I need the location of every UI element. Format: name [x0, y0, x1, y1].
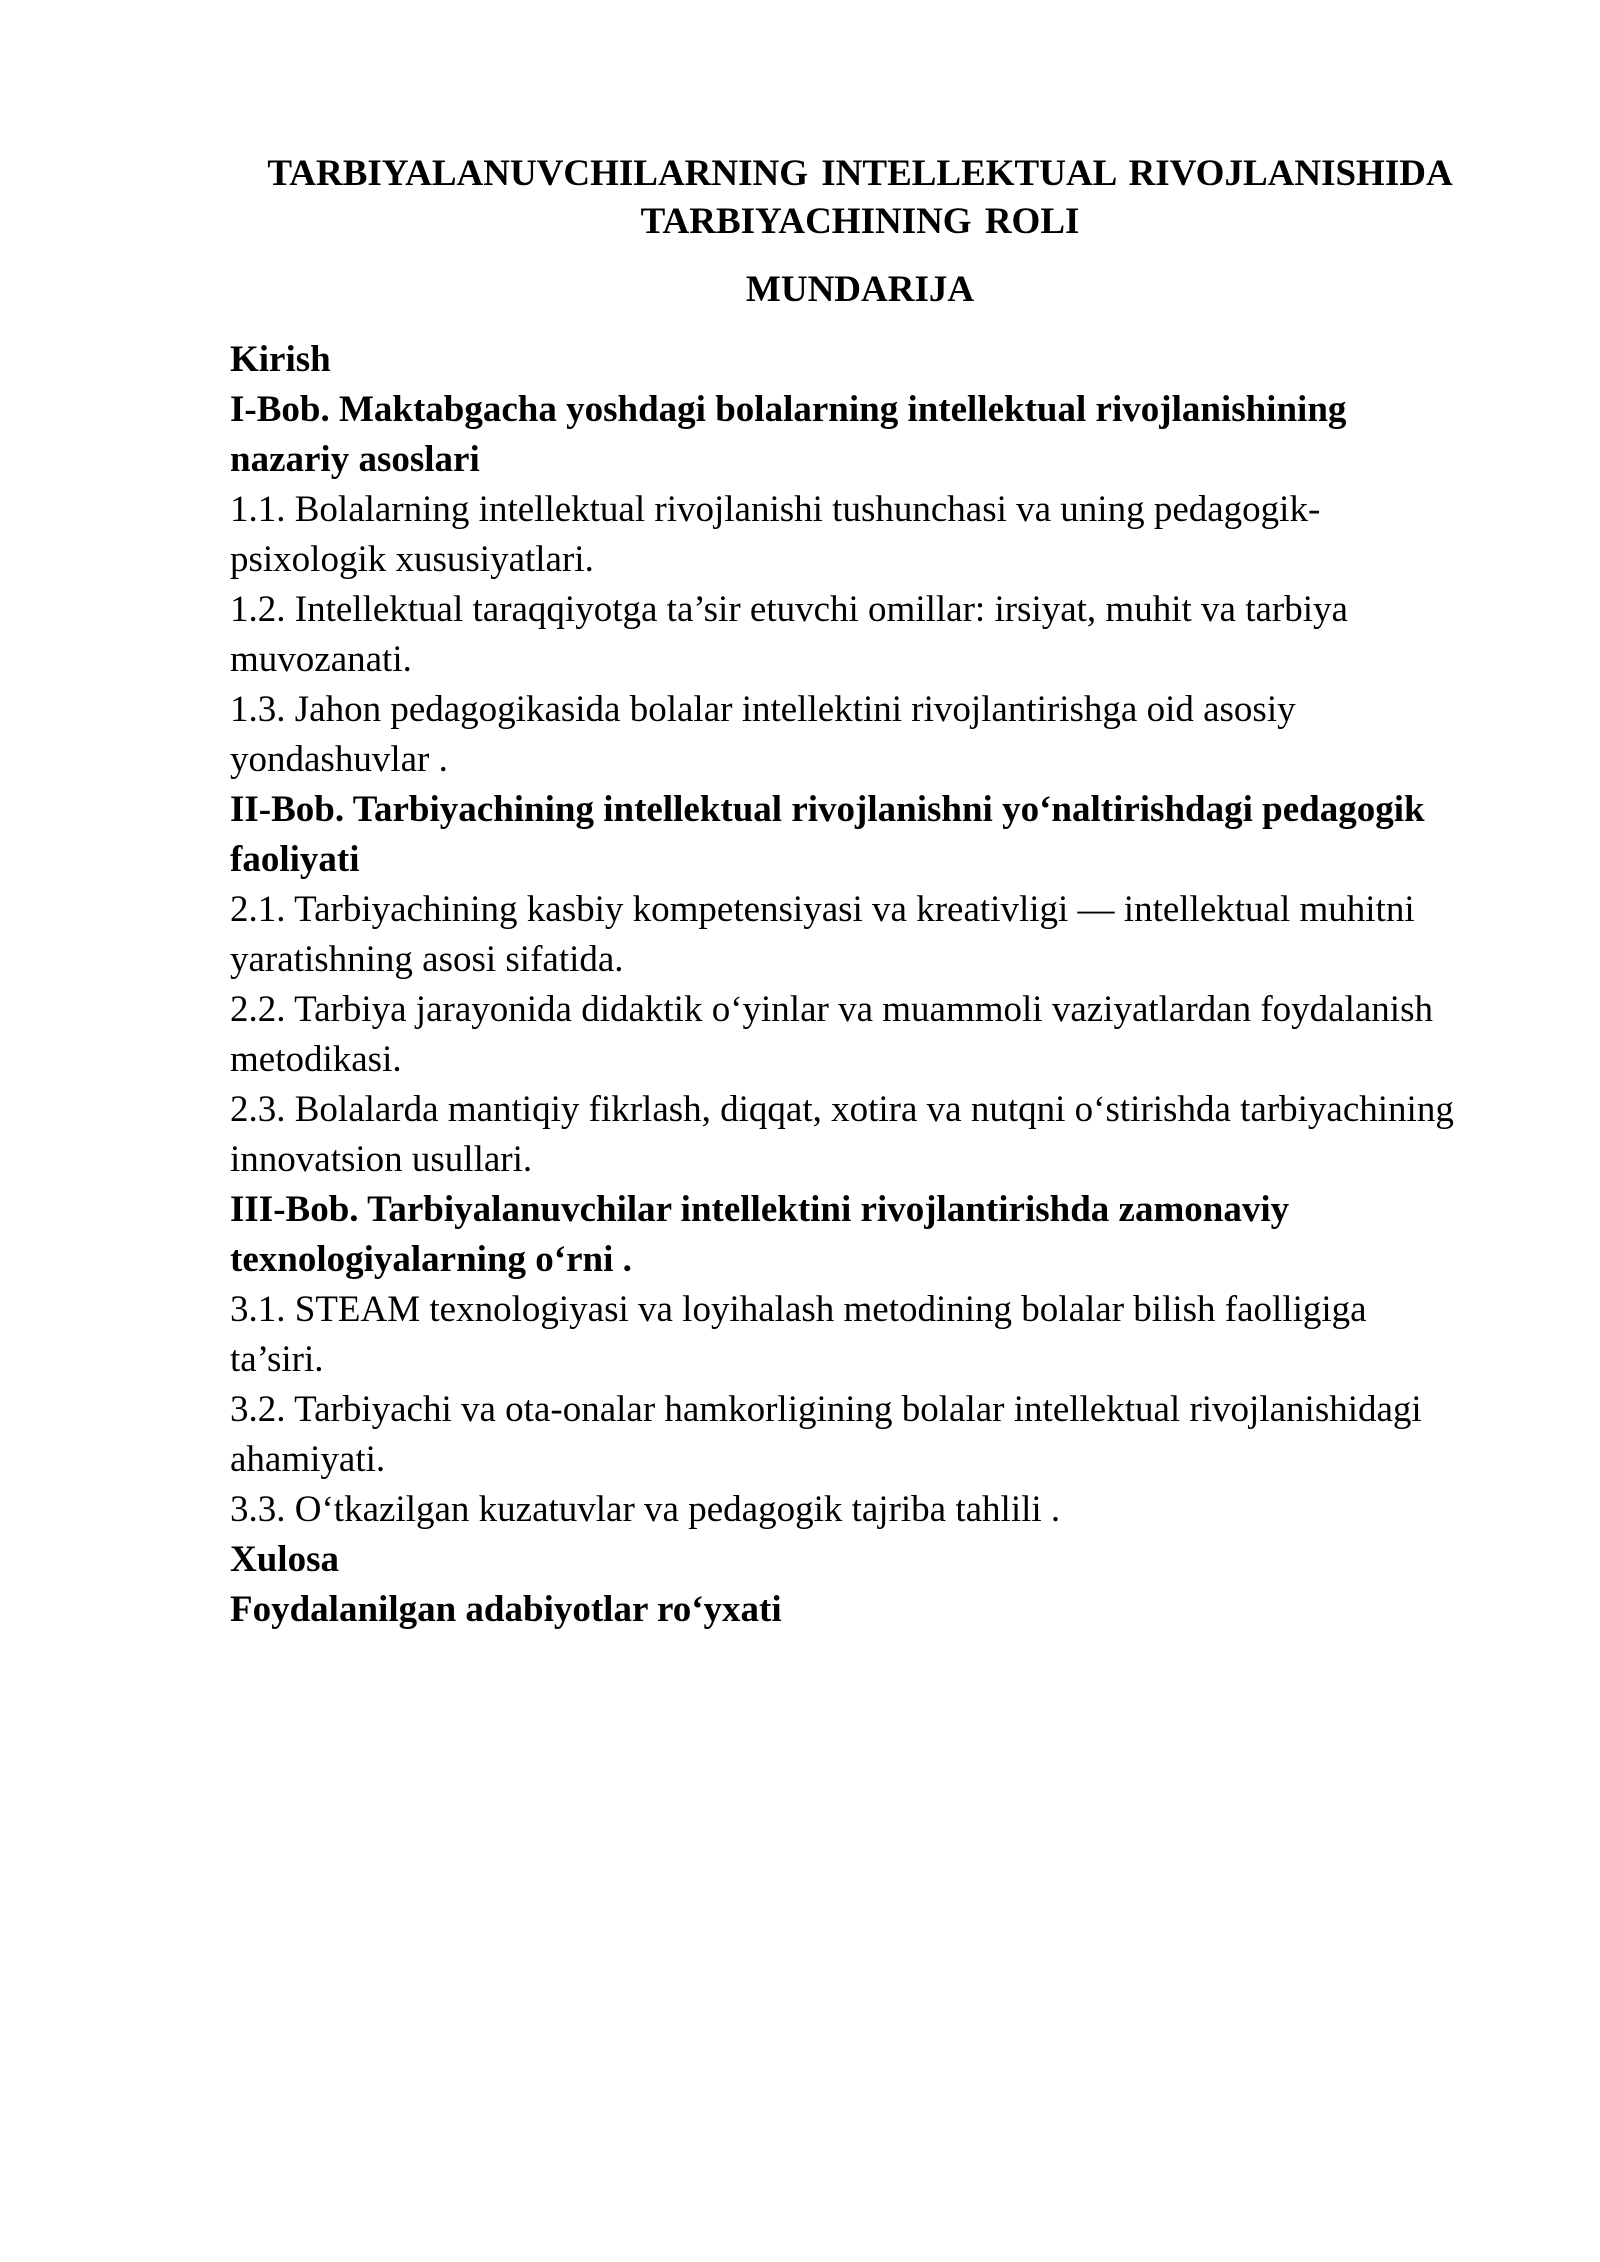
toc-line: 1.3. Jahon pedagogikasida bolalar intellektini rivojlantirishga oid asosiy	[230, 689, 1296, 730]
toc-entry-conclusion	[230, 1535, 1510, 1585]
toc-line: yondashuvlar .	[230, 739, 448, 780]
title-line-2: TARBIYACHINING ROLI	[640, 201, 1080, 242]
toc-entry-section-1-2	[230, 585, 1510, 685]
toc-line: 1.2. Intellektual taraqqiyotga ta’sir etuvchi omillar: irsiyat, muhit va tarbiya	[230, 589, 1348, 630]
toc-line: 2.2. Tarbiya jarayonida didaktik o‘yinlar va muammoli vaziyatlardan foydalanish	[230, 989, 1433, 1030]
toc-line: I-Bob. Maktabgacha yoshdagi bolalarning intellektual rivojlanishining	[230, 389, 1347, 430]
toc-line: ahamiyati.	[230, 1439, 386, 1480]
toc-line: 1.1. Bolalarning intellektual rivojlanishi tushunchasi va uning pedagogik-	[230, 489, 1321, 530]
toc-line: II-Bob. Tarbiyachining intellektual rivojlanishni yo‘naltirishdagi pedagogik	[230, 789, 1425, 830]
toc-line: nazariy asoslari	[230, 439, 480, 480]
toc-entry-section-3-3	[230, 1485, 1510, 1535]
toc-line: muvozanati.	[230, 639, 412, 680]
document-title	[210, 150, 1510, 246]
toc-line: 3.1. STEAM texnologiyasi va loyihalash metodining bolalar bilish faolligiga	[230, 1289, 1367, 1330]
toc-line: 2.1. Tarbiyachining kasbiy kompetensiyasi va kreativligi — intellektual muhitni	[230, 889, 1415, 930]
toc-entry-chapter-1	[230, 385, 1510, 485]
toc-entry-section-2-3	[230, 1085, 1510, 1185]
toc-line: ta’siri.	[230, 1339, 324, 1380]
toc-line: faoliyati	[230, 839, 360, 880]
table-of-contents	[230, 335, 1510, 1635]
toc-line: yaratishning asosi sifatida.	[230, 939, 624, 980]
toc-line: 3.2. Tarbiyachi va ota-onalar hamkorligining bolalar intellektual rivojlanishidagi	[230, 1389, 1422, 1430]
toc-entry-chapter-3	[230, 1185, 1510, 1285]
toc-entry-section-1-1	[230, 485, 1510, 585]
toc-entry-references	[230, 1585, 1510, 1635]
toc-entry-section-1-3	[230, 685, 1510, 785]
toc-line: Foydalanilgan adabiyotlar ro‘yxati	[230, 1589, 782, 1630]
toc-line: psixologik xususiyatlari.	[230, 539, 594, 580]
toc-entry-section-2-2	[230, 985, 1510, 1085]
toc-entry-section-2-1	[230, 885, 1510, 985]
toc-entry-section-3-1	[230, 1285, 1510, 1385]
toc-line: Xulosa	[230, 1539, 339, 1580]
toc-line: Kirish	[230, 339, 331, 380]
toc-line: innovatsion usullari.	[230, 1139, 533, 1180]
toc-heading: MUNDARIJA	[745, 269, 975, 310]
toc-entry-section-3-2	[230, 1385, 1510, 1485]
toc-entry-chapter-2	[230, 785, 1510, 885]
toc-line: metodikasi.	[230, 1039, 402, 1080]
toc-line: 2.3. Bolalarda mantiqiy fikrlash, diqqat, xotira va nutqni o‘stirishda tarbiyachining	[230, 1089, 1454, 1130]
toc-entry-introduction	[230, 335, 1510, 385]
toc-line: 3.3. O‘tkazilgan kuzatuvlar va pedagogik tajriba tahlili .	[230, 1489, 1061, 1530]
toc-line: III-Bob. Tarbiyalanuvchilar intellektini rivojlantirishda zamonaviy	[230, 1189, 1290, 1230]
toc-line: texnologiyalarning o‘rni .	[230, 1239, 632, 1280]
title-line-1: TARBIYALANUVCHILARNING INTELLEKTUAL RIVOJLANISHIDA	[267, 153, 1453, 194]
